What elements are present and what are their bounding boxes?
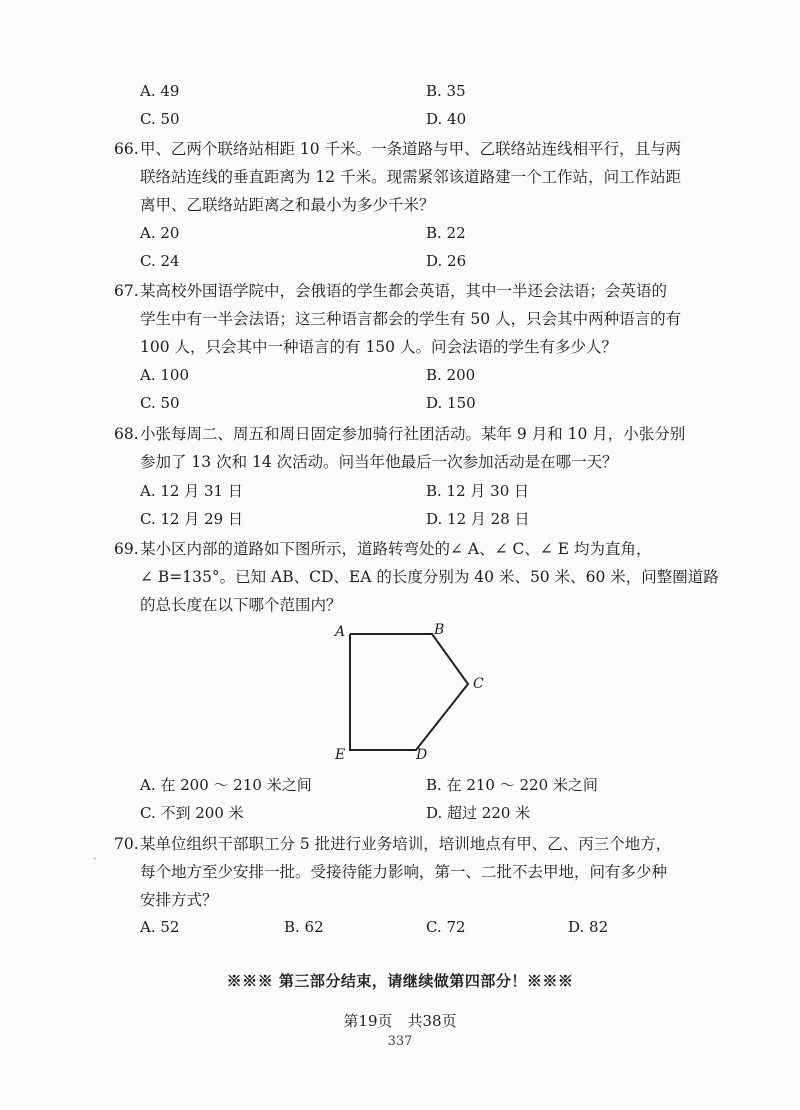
q65-options-row-1 — [0, 78, 800, 104]
q66-options-row-2 — [0, 248, 800, 274]
vertex-label-b: B — [434, 622, 445, 638]
stray-mark: · — [93, 852, 97, 866]
question-number: 69. — [114, 540, 139, 558]
question-68 — [114, 420, 714, 476]
q69-option-c[interactable]: C. 不到 200 米 — [140, 804, 244, 822]
q66-options-row-1 — [0, 220, 800, 246]
q68-options-row-1 — [0, 478, 800, 504]
q68-option-c[interactable]: C. 12 月 29 日 — [140, 510, 243, 528]
section-end-note: ※※※ 第三部分结束，请继续做第四部分！※※※ — [226, 972, 574, 990]
print-page-number: 337 — [387, 1034, 413, 1049]
q70-option-a[interactable]: A. 52 — [140, 918, 180, 936]
q68-option-d[interactable]: D. 12 月 28 日 — [426, 510, 530, 528]
q68-options-row-2 — [0, 506, 800, 532]
q66-option-a[interactable]: A. 20 — [140, 224, 180, 242]
question-67 — [114, 277, 714, 361]
q65-option-d[interactable]: D. 40 — [426, 110, 467, 128]
q70-option-d[interactable]: D. 82 — [568, 918, 609, 936]
q65-options-row-2 — [0, 106, 800, 132]
question-number: 68. — [114, 425, 139, 443]
question-number: 67. — [114, 282, 139, 300]
question-text-line: 离甲、乙联络站距离之和最小为多少千米？ — [140, 196, 435, 214]
q69-options-row-1 — [0, 772, 800, 798]
question-text-line: 每个地方至少安排一批。受接待能力影响，第一、二批不去甲地，问有多少种 — [140, 863, 668, 881]
question-number: 66. — [114, 140, 139, 158]
question-text-line: 参加了 13 次和 14 次活动。问当年他最后一次参加活动是在哪一天？ — [140, 453, 618, 471]
question-text-line: 联络站连线的垂直距离为 12 千米。现需紧邻该道路建一个工作站，问工作站距 — [140, 168, 682, 186]
question-69 — [114, 535, 719, 619]
road-outline — [350, 634, 468, 750]
q70-option-c[interactable]: C. 72 — [426, 918, 466, 936]
q67-option-c[interactable]: C. 50 — [140, 394, 180, 412]
vertex-label-d: D — [416, 747, 428, 763]
question-text-line: 某小区内部的道路如下图所示，道路转弯处的∠ A、∠ C、∠ E 均为直角， — [140, 540, 652, 558]
q67-option-a[interactable]: A. 100 — [140, 366, 189, 384]
vertex-label-e: E — [335, 747, 346, 763]
q70-options-row — [0, 914, 800, 940]
question-text-line: 甲、乙两个联络站相距 10 千米。一条道路与甲、乙联络站连线相平行，且与两 — [140, 140, 682, 158]
vertex-label-a: A — [335, 624, 346, 640]
question-text-line: 安排方式？ — [140, 891, 218, 909]
q67-option-d[interactable]: D. 150 — [426, 394, 476, 412]
q66-option-d[interactable]: D. 26 — [426, 252, 467, 270]
q67-option-b[interactable]: B. 200 — [426, 366, 476, 384]
q65-option-a[interactable]: A. 49 — [140, 82, 180, 100]
vertex-label-c: C — [473, 676, 484, 692]
road-pentagon-figure — [320, 620, 510, 770]
q66-option-b[interactable]: B. 22 — [426, 224, 466, 242]
q68-option-b[interactable]: B. 12 月 30 日 — [426, 482, 530, 500]
q69-option-d[interactable]: D. 超过 220 米 — [426, 804, 531, 822]
question-66 — [114, 135, 714, 219]
question-text-line: 的总长度在以下哪个范围内？ — [140, 596, 342, 614]
q69-options-row-2 — [0, 800, 800, 826]
q65-option-b[interactable]: B. 35 — [426, 82, 466, 100]
question-text-line: 小张每周二、周五和周日固定参加骑行社团活动。某年 9 月和 10 月，小张分别 — [140, 425, 686, 443]
q67-options-row-1 — [0, 362, 800, 388]
q69-option-a[interactable]: A. 在 200 ～ 210 米之间 — [140, 776, 312, 794]
question-70 — [114, 830, 714, 914]
question-number: 70. — [114, 835, 139, 853]
q67-options-row-2 — [0, 390, 800, 416]
q66-option-c[interactable]: C. 24 — [140, 252, 180, 270]
q65-option-c[interactable]: C. 50 — [140, 110, 180, 128]
question-text-line: 某高校外国语学院中，会俄语的学生都会英语，其中一半还会法语；会英语的 — [140, 282, 668, 300]
question-text-line: 100 人，只会其中一种语言的有 150 人。问会法语的学生有多少人？ — [140, 338, 617, 356]
q70-option-b[interactable]: B. 62 — [284, 918, 324, 936]
q69-option-b[interactable]: B. 在 210 ～ 220 米之间 — [426, 776, 598, 794]
q68-option-a[interactable]: A. 12 月 31 日 — [140, 482, 243, 500]
question-text-line: 某单位组织干部职工分 5 批进行业务培训，培训地点有甲、乙、丙三个地方， — [140, 835, 672, 853]
page-indicator: 第19页 共38页 — [343, 1012, 457, 1030]
question-text-line: ∠ B=135°。已知 AB、CD、EA 的长度分别为 40 米、50 米、60 米，问整圈道路 — [140, 568, 719, 586]
question-text-line: 学生中有一半会法语；这三种语言都会的学生有 50 人，只会其中两种语言的有 — [140, 310, 682, 328]
